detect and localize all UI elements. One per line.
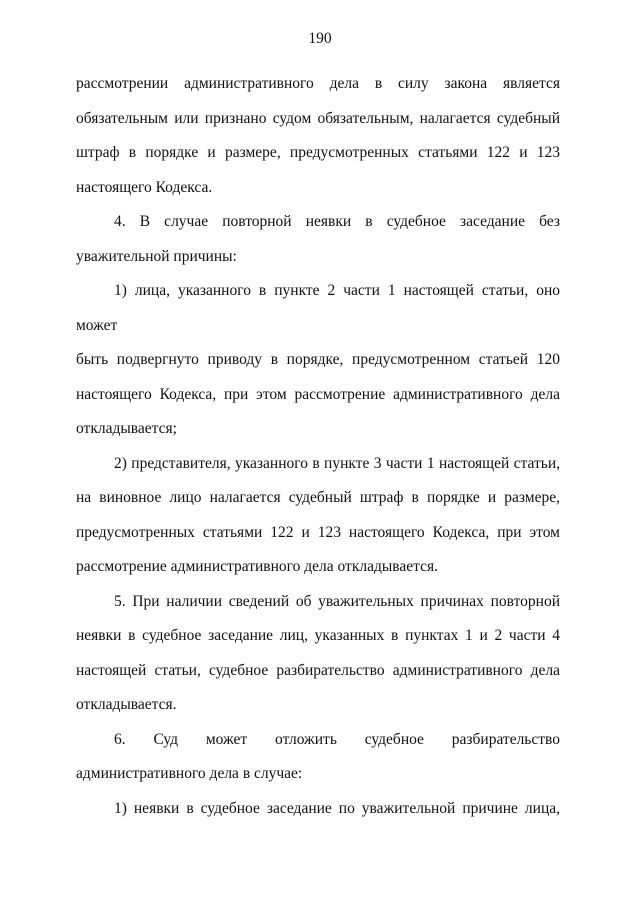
- text-line: настоящего Кодекса.: [76, 178, 213, 196]
- text-line: откладывается.: [76, 696, 177, 713]
- text-line: предусмотренных статьями 122 и 123 настоящего Кодекса, при этом: [76, 523, 560, 541]
- paragraph-item-4: [76, 205, 560, 274]
- paragraph-item-4-1: [76, 274, 560, 447]
- text-line: 6. Суд может отложить судебное разбирательство: [114, 730, 560, 748]
- text-line: 2) представителя, указанного в пункте 3 части 1 настоящей статьи,: [114, 454, 560, 472]
- page-number: 190: [308, 30, 332, 47]
- text-line: быть подвергнуто приводу в порядке, предусмотренном статьей 120: [76, 351, 560, 368]
- text-line: настоящей статьи, судебное разбирательство административного дела: [76, 661, 560, 679]
- text-line: на виновное лицо налагается судебный штраф в порядке и размере,: [76, 489, 560, 506]
- text-line: уважительной причины:: [76, 247, 237, 265]
- document-body: [76, 67, 560, 826]
- paragraph-item-6: [76, 723, 560, 792]
- text-line: штраф в порядке и размере, предусмотренных статьями 122 и 123: [76, 144, 560, 161]
- text-line: рассмотрение административного дела откладывается.: [76, 558, 438, 575]
- paragraph-item-4-2: [76, 447, 560, 585]
- text-line: 5. При наличии сведений об уважительных причинах повторной: [114, 592, 560, 610]
- text-line: обязательным или признано судом обязательным, налагается судебный: [76, 109, 560, 127]
- text-line: 1) лица, указанного в пункте 2 части 1 настоящей статьи, оно может: [76, 282, 560, 334]
- text-line: административного дела в случае:: [76, 765, 303, 782]
- text-line: рассмотрении административного дела в силу закона является: [76, 75, 560, 92]
- text-line: 1) неявки в судебное заседание по уважительной причине лица,: [114, 799, 560, 817]
- text-line: откладывается;: [76, 420, 177, 437]
- text-line: 4. В случае повторной неявки в судебное заседание без: [114, 213, 560, 230]
- paragraph-item-5: [76, 585, 560, 723]
- paragraph-item-6-1: [76, 792, 560, 827]
- paragraph-continuation: [76, 67, 560, 205]
- text-line: неявки в судебное заседание лиц, указанных в пунктах 1 и 2 части 4: [76, 627, 560, 644]
- text-line: настоящего Кодекса, при этом рассмотрение административного дела: [76, 385, 560, 403]
